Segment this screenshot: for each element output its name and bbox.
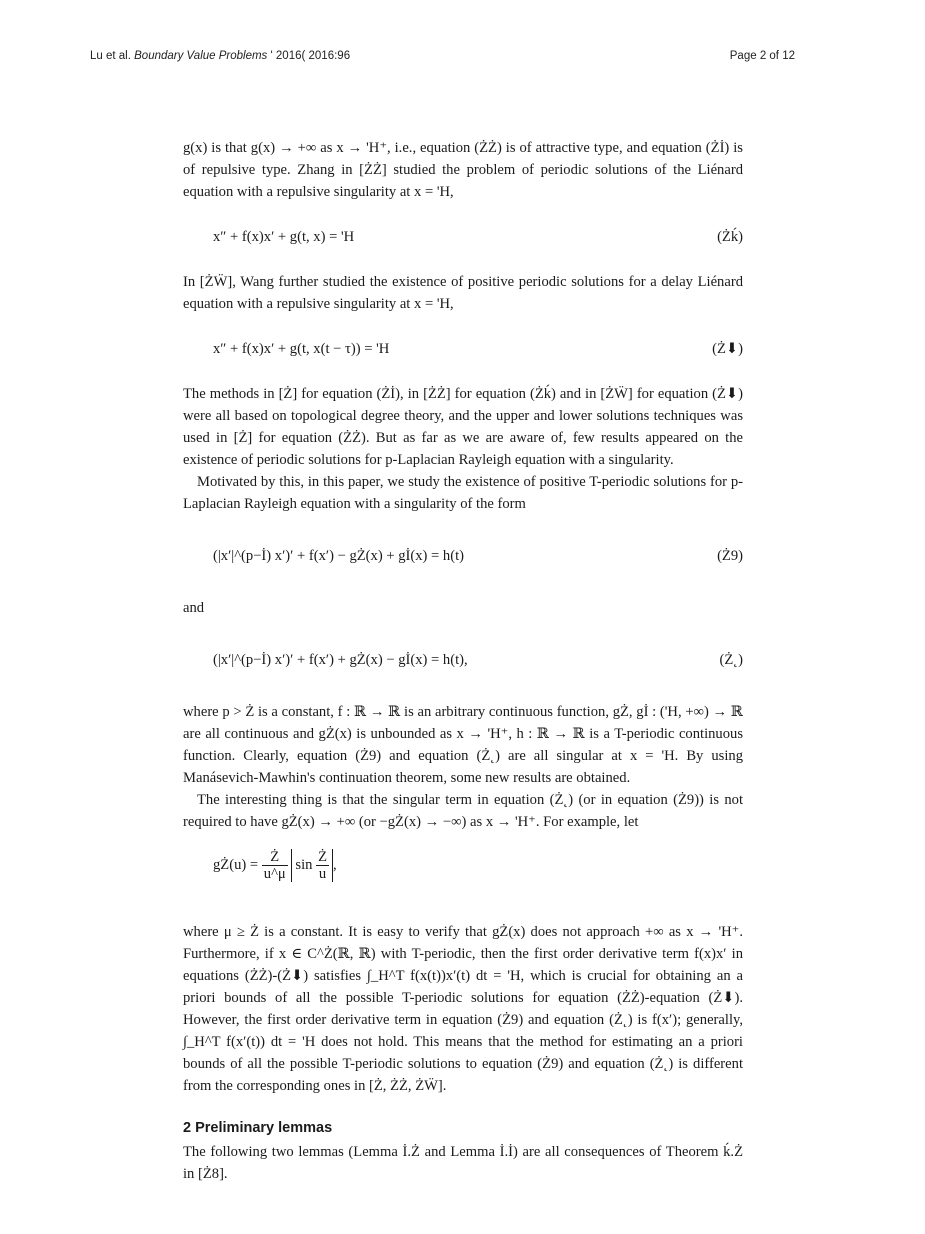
section-title: Preliminary lemmas: [195, 1120, 333, 1136]
section-number: 2: [183, 1120, 192, 1136]
paragraph-4: Motivated by this, in this paper, we study the existence of positive T-periodic solutions for p-Laplacian Rayleigh equation with a singularity of the form: [183, 474, 743, 512]
equation-1-math: x″ + f(x)x′ + g(t, x) = 'H: [213, 229, 355, 245]
paragraph-7: where μ ≥ Ż is a constant. It is easy to verify that gŻ(x) does not approach +∞ as x → 'H⁺. Furthermore, if x ∈ C^Ż(ℝ, ℝ) with T-periodic, then the first order derivative term f(x)x′ in equations (ŻŻ)-(Ż⬇) satisfies ∫_H^T f(x(t))x′(t) dt = 'H, which is crucial for obtaining an a priori bounds of all the possible T-periodic solutions for equation (ŻŻ)-equation (Ż⬇). However, the first order derivative term in equation (Ż9) and equation (Ż˛) is f(x′); generally, ∫_H^T f(x′(t)) dt = 'H does not hold. This means that the method for estimating an a priori bounds of all the possible T-periodic solutions to equation (Ż9) and equation (Ż˛) is different from the corresponding ones in [Ż, ŻŻ, ŻẄ].: [183, 924, 743, 1094]
paragraph-3: The methods in [Ż] for equation (Żİ), in [ŻŻ] for equation (Żḱ) and in [ŻẄ] for equation (Ż⬇) were all based on topological degree theory, and the upper and lower solutions techniques was used in [Ż] for equation (ŻŻ). But as far as we are aware of, few results appeared on the existence of periodic solutions for p-Laplacian Rayleigh equation with a singularity.: [183, 386, 743, 468]
running-header-left: [90, 50, 350, 62]
equation-2-number: (Ż⬇): [712, 341, 743, 357]
absolute-value: [291, 849, 333, 882]
equation-4-math: (|x′|^(p−İ) x′)′ + f(x′) + gŻ(x) − gİ(x) = h(t),: [213, 652, 468, 668]
equation-2: [183, 338, 743, 360]
header-year: ' 2016( 2016:96: [270, 50, 351, 62]
paragraph-1: g(x) is that g(x) → +∞ as x → 'H⁺, i.e., equation (ŻŻ) is of attractive type, and equation (Żİ) is of repulsive type. Zhang in [ŻŻ] studied the problem of periodic solutions of the Liénard equation with a repulsive singularity at x = 'H,: [183, 140, 743, 200]
paragraph-5: where p > Ż is a constant, f : ℝ → ℝ is an arbitrary continuous function, gŻ, gİ : ('H, +∞) → ℝ are all continuous and gŻ(x) is unbounded as x → 'H⁺, h : ℝ → ℝ is a T-periodic continuous function. Clearly, equation (Ż9) and equation (Ż˛) are all singular at x = 'H. By using Manásevich-Mawhin's continuation theorem, some new results are obtained.: [183, 704, 743, 786]
equation-4: [183, 643, 743, 677]
fraction-2: [316, 849, 329, 882]
equation-3: [183, 539, 743, 573]
header-journal: Boundary Value Problems: [134, 50, 268, 62]
equation-5-lhs: gŻ(u) =: [213, 856, 259, 873]
equation-4-number: (Ż˛): [719, 652, 743, 668]
equation-5-tail: ,: [333, 856, 337, 873]
fraction-1-denominator: u^μ: [263, 866, 286, 882]
paragraph-8: The following two lemmas (Lemma İ.Ż and Lemma İ.İ) are all consequences of Theorem ḱ.Ż in [Ż8].: [183, 1144, 743, 1182]
fraction-1: [262, 849, 288, 882]
equation-1-number: (Żḱ): [717, 229, 743, 245]
header-authors: Lu et al.: [90, 50, 131, 62]
fraction-2-denominator: u: [318, 866, 327, 882]
paragraph-6: The interesting thing is that the singular term in equation (Ż˛) (or in equation (Ż9)) is not required to have gŻ(x) → +∞ (or −gŻ(x) → −∞) as x → 'H⁺. For example, let: [183, 792, 743, 830]
article-body: [183, 137, 743, 1185]
equation-5-math: [213, 849, 337, 882]
equation-3-math: (|x′|^(p−İ) x′)′ + f(x′) − gŻ(x) + gİ(x) = h(t): [213, 548, 464, 564]
equation-1: [183, 226, 743, 248]
equation-3-number: (Ż9): [717, 548, 743, 564]
equation-5: [183, 849, 743, 903]
and-connector: and: [183, 600, 205, 616]
fraction-2-numerator: Ż: [318, 849, 328, 865]
equation-2-math: x″ + f(x)x′ + g(t, x(t − τ)) = 'H: [213, 341, 390, 357]
fraction-1-numerator: Ż: [262, 849, 288, 866]
section-heading: [183, 1117, 743, 1139]
paragraph-2: In [ŻẄ], Wang further studied the existence of positive periodic solutions for a delay Liénard equation with a repulsive singularity at x = 'H,: [183, 274, 743, 312]
page-number: Page 2 of 12: [729, 50, 795, 62]
sin-label: sin: [295, 856, 313, 873]
